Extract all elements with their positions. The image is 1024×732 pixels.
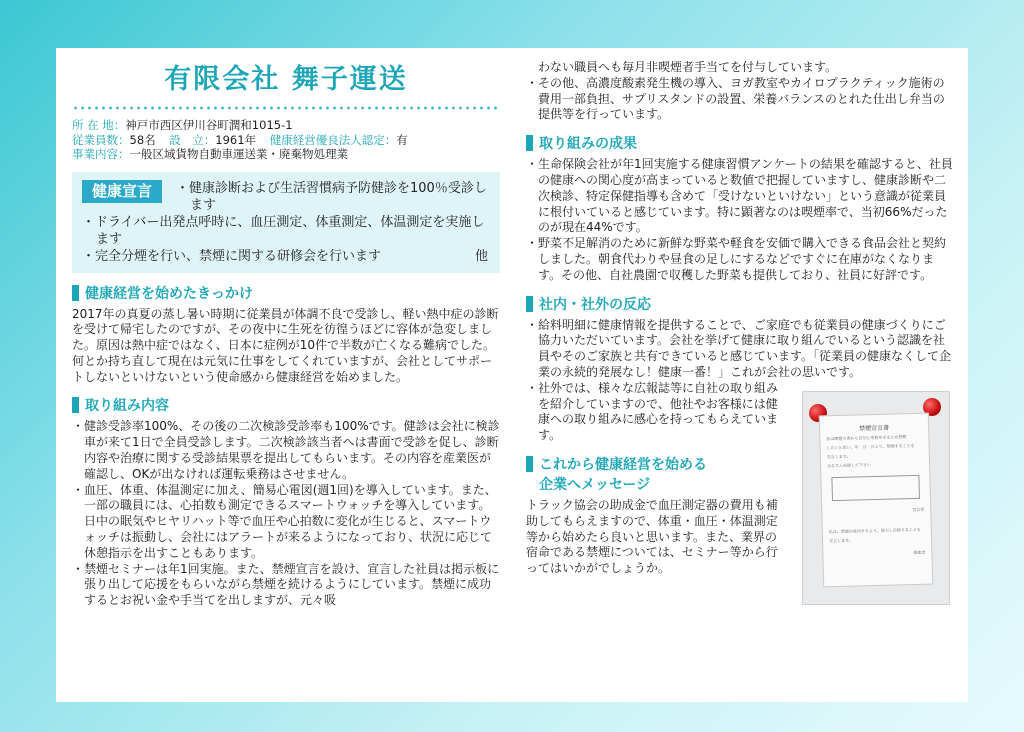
heading-text: 社内・社外の反応 [539, 296, 651, 313]
declaration-head [82, 180, 490, 214]
declaration-tail: 他 [474, 248, 488, 264]
paper-stamp-box [831, 475, 920, 501]
paper-footer: 推進者 [913, 549, 926, 555]
heading-bar-icon [526, 456, 533, 472]
declaration-list-head [176, 180, 490, 214]
heading-text: 取り組みの成果 [539, 136, 637, 153]
declaration-item: ・完全分煙を行い、禁煙に関する研修会を行います [82, 248, 382, 264]
company-title: 有限会社 舞子運送 [164, 64, 408, 95]
address-row [72, 118, 500, 133]
business-label: 事業内容： [72, 147, 130, 161]
initiatives-extra-list [526, 76, 954, 123]
founded-value: 1961年 [215, 132, 257, 147]
health-declaration-box [72, 172, 500, 273]
dotted-divider [72, 106, 500, 110]
reaction-item: ・社外では、様々な広報誌等に自社の取り組みを紹介していますので、他社やお客様には健康への取り組みに感心を持ってもらえています。 [526, 380, 779, 443]
heading-text: 健康経営を始めたきっかけ [85, 285, 253, 302]
heading-text: 取り組み内容 [85, 398, 169, 415]
section-heading-results [526, 133, 954, 153]
heading-bar-icon [526, 135, 533, 151]
declaration-paper [819, 412, 933, 587]
business-value: 一般区域貨物自動車運送業・廃棄物処理業 [129, 147, 348, 161]
initiative-continuation: わない職員へも毎月非喫煙者手当てを付与しています。 [538, 60, 838, 74]
employees-value: 58名 [129, 132, 156, 147]
no-smoking-declaration-photo [802, 391, 950, 605]
company-info [72, 118, 500, 162]
heading-text: 企業へメッセージ [539, 476, 651, 493]
employees-row [72, 133, 500, 148]
paper-title: 禁煙宣言書 [859, 424, 890, 433]
initiative-item: ・健診受診率100%、その後の二次検診受診率も100%です。健診は会社に検診車が来て1日で全員受診します。二次検診該当者へは書面で受診を促し、診断内容や治療に関する受診結果票を提出してもらいます。その内容を産業医が確認し、OKが出なければ運転乗務はさせません。 [72, 419, 500, 481]
heading-text: これから健康経営を始める [539, 456, 707, 473]
reaction-item: ・給料明細に健康情報を提供することで、ご家庭でも従業員の健康づくりにご協力いただいています。会社を挙げて健康に取り組んでいるという認識を社員やそのご家族と共有できていると感じています。「従業員の健康なくして企業の永続的発展なし！健康一番！」これが会社の思いです。 [526, 317, 952, 379]
heading-bar-icon [526, 296, 533, 312]
section-heading-message [526, 454, 778, 474]
founded-label: 設 立： [169, 132, 216, 147]
address-label: 所 在 地： [72, 118, 126, 132]
document-page [56, 48, 968, 702]
paper-line: 私は喫煙の害から自分と家族を守るため禁煙 [826, 433, 907, 442]
initiative-item: ・血圧、体重、体温測定に加え、簡易心電図(週1回)を導入しています。また、一部の職員には、心拍数も測定できるスマートウォッチを導入しています。日中の眠気やヒヤリハット等で血圧や心拍数に変化が生じると、スマートウォッチは振動し、会社にはアラートが来るようになっており、状況に応じて休憩指示を出すこともあります。 [72, 482, 497, 560]
paper-footer: 私は、禁煙が成功するよう、協力し応援することを [828, 526, 921, 534]
initiative-item: ・禁煙セミナーは年1回実施。また、禁煙宣言を設け、宣言した社員は掲示板に張り出して応援をもらいながら禁煙を続けるようにしています。禁煙に成功するとお祝い金や手当てを出しますが、元々吸 [72, 561, 500, 608]
right-column [526, 60, 954, 577]
paper-line: 宣言します。 [826, 453, 851, 460]
business-row [72, 147, 500, 162]
result-item: ・生命保険会社が年1回実施する健康習慣アンケートの結果を確認すると、社員の健康への関心度が高まっていると数値で把握していますし、健康診断や二次検診、特定保健指導も含めて「受けないといけない」という意識が従業員に根付いていると感じています。特に顕著なのは喫煙率で、当初66%だったのが現在44%です。 [526, 157, 953, 235]
section-heading-reactions [526, 294, 954, 314]
reactions-list [526, 318, 954, 381]
left-column [72, 60, 500, 609]
result-item: ・野菜不足解消のために新鮮な野菜や軽食を安価で購入できる食品会社と契約しました。朝食代わりや昼食の足しにするなどですぐに在庫がなくなります。その他、自社農園で収穫した野菜も提供しており、社員に好評です。 [526, 236, 947, 282]
initiatives-list [72, 419, 500, 609]
cert-label: 健康経営優良法人認定： [269, 132, 397, 147]
section-heading-initiatives [72, 395, 500, 415]
message-body: トラック協会の助成金で血圧測定器の費用も補助してもらえますので、体重・血圧・体温測定等から始めたら良いと思います。また、業界の宿命である禁煙については、セミナー等から行ってはいかがでしょうか。 [526, 497, 778, 576]
heading-bar-icon [72, 285, 79, 301]
declaration-item: ・ドライバー出発点呼時に、血圧測定、体重測定、体温測定を実施します [82, 214, 485, 247]
paper-sign: 宣言者 [912, 506, 925, 512]
results-list [526, 157, 954, 283]
bottom-area [526, 381, 954, 577]
paper-line: したいと思い、年 月 日より、禁煙することを [826, 442, 915, 451]
section-heading-message-2 [526, 474, 778, 494]
cert-value: 有 [396, 132, 408, 147]
section-heading-trigger [72, 283, 500, 303]
address-value: 神戸市西区伊川谷町潤和1015-1 [125, 118, 293, 132]
employees-label: 従業員数： [72, 132, 130, 147]
declaration-item: ・健康診断および生活習慣病予防健診を100％受診します [176, 180, 487, 213]
declaration-tag: 健康宣言 [82, 180, 162, 203]
paper-footer: 宣言します。 [828, 537, 853, 543]
reactions-list-2 [526, 381, 778, 444]
initiative-item: ・その他、高濃度酸素発生機の導入、ヨガ教室やカイロプラクティック施術の費用一部負担、サプリスタンドの設置、栄養バランスのとれた仕出し弁当の提供等を行っています。 [526, 75, 945, 122]
paper-line: みなさん応援して下さい [827, 461, 872, 469]
declaration-list [82, 214, 490, 265]
reactions-text-col [526, 381, 778, 577]
trigger-body: 2017年の真夏の蒸し暑い時期に従業員が体調不良で受診し、軽い熱中症の診断を受けて帰宅したのですが、その夜中に生死を彷徨うほどに容体が急変しました。原因は熱中症ではなく、日本に症例が10件で半数が亡くなる難病でした。何とか持ち直して現在は元気に仕事をしてくれていますが、会社としてサポートしないといけないという使命感から健康経営を始めました。 [72, 306, 499, 384]
heading-bar-icon [72, 397, 79, 413]
